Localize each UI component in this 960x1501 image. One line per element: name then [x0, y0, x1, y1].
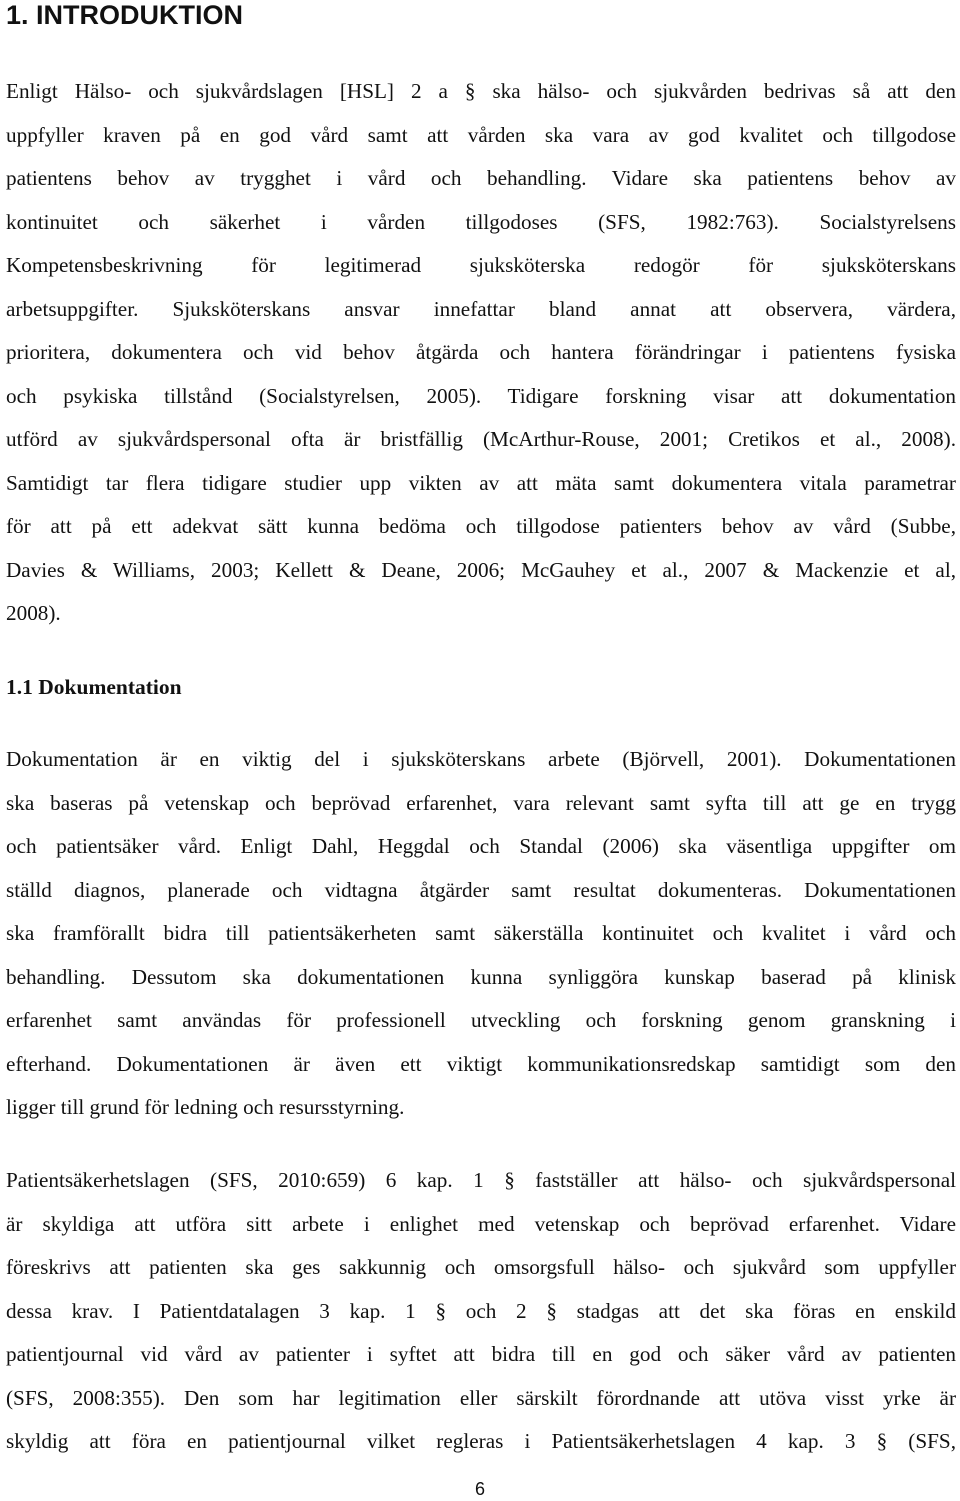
page-number: 6	[474, 1479, 485, 1499]
paragraph-dokumentation	[6, 746, 956, 1138]
text-line: föreskrivs att patienten ska ges sakkunnig och omsorgsfull hälso- och sjukvård som uppfyller	[6, 1255, 956, 1279]
text-line: Davies & Williams, 2003; Kellett & Deane, 2006; McGauhey et al., 2007 & Mackenzie et al,	[6, 557, 956, 582]
text-line: skyldig att föra en patientjournal vilket regleras i Patientsäkerhetslagen 4 kap. 3 § (SFS,	[6, 1429, 956, 1453]
text-line: arbetsuppgifter. Sjuksköterskans ansvar innefattar bland annat att observera, värdera,	[6, 296, 956, 321]
text-line: 2008).	[6, 601, 61, 625]
text-line: patientjournal vid vård av patienter i syftet att bidra till en god och säker vård av patienten	[6, 1342, 956, 1366]
text-line: ligger till grund för ledning och resursstyrning.	[6, 1095, 405, 1119]
text-line: efterhand. Dokumentationen är även ett viktigt kommunikationsredskap samtidigt som den	[6, 1051, 956, 1076]
text-line: ställd diagnos, planerade och vidtagna åtgärder samt resultat dokumenteras. Dokumentationen	[6, 877, 956, 902]
section-heading: 1. INTRODUKTION	[6, 0, 244, 30]
text-line: Patientsäkerhetslagen (SFS, 2010:659) 6 kap. 1 § fastställer att hälso- och sjukvårdspersonal	[6, 1168, 956, 1192]
text-line: erfarenhet samt användas för professionell utveckling och forskning genom granskning i	[6, 1008, 956, 1032]
text-line: utförd av sjukvårdspersonal ofta är bristfällig (McArthur-Rouse, 2001; Cretikos et al., 2008).	[6, 427, 956, 451]
text-line: dessa krav. I Patientdatalagen 3 kap. 1 § och 2 § stadgas att det ska föras en enskild	[6, 1298, 956, 1323]
paragraph-patientsakerhetslagen	[6, 1167, 956, 1472]
text-line: (SFS, 2008:355). Den som har legitimation eller särskilt förordnande att utöva visst yrke är	[6, 1385, 956, 1410]
text-line: är skyldiga att utföra sitt arbete i enlighet med vetenskap och beprövad erfarenhet. Vidare	[6, 1211, 956, 1236]
text-line: ska framförallt bidra till patientsäkerheten samt säkerställa kontinuitet och kvalitet i vård och	[6, 921, 956, 945]
text-line: behandling. Dessutom ska dokumentationen kunna synliggöra kunskap baserad på klinisk	[6, 964, 956, 989]
subsection-heading: 1.1 Dokumentation	[6, 675, 182, 699]
text-line: och psykiska tillstånd (Socialstyrelsen, 2005). Tidigare forskning visar att dokumentation	[6, 383, 956, 408]
text-line: Enligt Hälso- och sjukvårdslagen [HSL] 2 a § ska hälso- och sjukvården bedrivas så att den	[6, 79, 956, 103]
text-line: och patientsäker vård. Enligt Dahl, Heggdal och Standal (2006) ska väsentliga uppgifter om	[6, 834, 956, 858]
paragraph-introduction	[6, 78, 956, 644]
text-line: patientens behov av trygghet i vård och behandling. Vidare ska patientens behov av	[6, 166, 956, 190]
text-line: Kompetensbeskrivning för legitimerad sjuksköterska redogör för sjuksköterskans	[6, 253, 956, 277]
text-line: uppfyller kraven på en god vård samt att vården ska vara av god kvalitet och tillgodose	[6, 122, 956, 147]
text-line: prioritera, dokumentera och vid behov åtgärda och hantera förändringar i patientens fysiska	[6, 340, 956, 364]
text-line: kontinuitet och säkerhet i vården tillgodoses (SFS, 1982:763). Socialstyrelsens	[6, 209, 956, 234]
text-line: för att på ett adekvat sätt kunna bedöma och tillgodose patienters behov av vård (Subbe,	[6, 514, 956, 538]
text-line: Dokumentation är en viktig del i sjuksköterskans arbete (Björvell, 2001). Dokumentationen	[6, 747, 956, 771]
text-line: Samtidigt tar flera tidigare studier upp vikten av att mäta samt dokumentera vitala parametrar	[6, 470, 956, 495]
text-line: ska baseras på vetenskap och beprövad erfarenhet, vara relevant samt syfta till att ge en trygg	[6, 790, 956, 815]
